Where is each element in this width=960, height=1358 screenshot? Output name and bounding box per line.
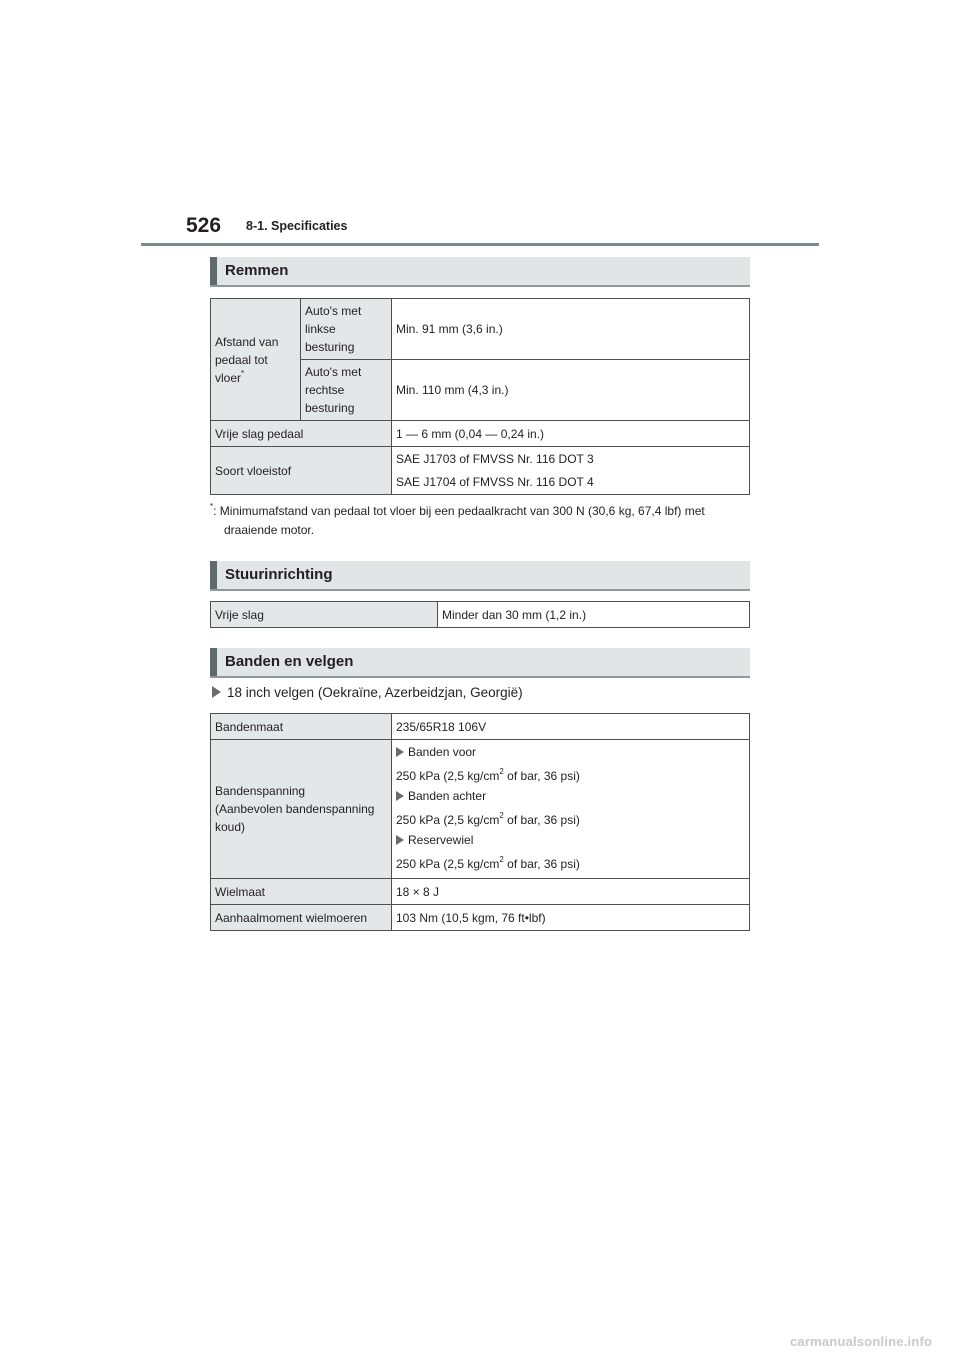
table-row bbox=[211, 905, 750, 931]
section-heading-text: Banden en velgen bbox=[225, 653, 354, 670]
fluid-value: SAE J1703 of FMVSS Nr. 116 DOT 3 SAE J1704 of FMVSS Nr. 116 DOT 4 bbox=[392, 447, 750, 495]
steering-free-play-value: Minder dan 30 mm (1,2 in.) bbox=[438, 602, 750, 628]
table-row bbox=[211, 602, 750, 628]
rhd-label: Auto's met rechtse besturing bbox=[301, 360, 392, 421]
triangle-bullet-icon bbox=[396, 835, 404, 845]
triangle-bullet-icon bbox=[396, 747, 404, 757]
fluid-label: Soort vloeistof bbox=[211, 447, 392, 495]
torque-label: Aanhaalmoment wielmoeren bbox=[211, 905, 392, 931]
heading-bar bbox=[210, 561, 217, 589]
table-row bbox=[211, 879, 750, 905]
triangle-bullet-icon bbox=[396, 791, 404, 801]
wheel-size-label: Wielmaat bbox=[211, 879, 392, 905]
section-heading-brakes bbox=[210, 257, 750, 287]
watermark: carmanualsonline.info bbox=[790, 1334, 933, 1349]
tire-size-label: Bandenmaat bbox=[211, 714, 392, 740]
header-rule bbox=[141, 243, 819, 246]
table-row bbox=[211, 299, 750, 360]
heading-bar bbox=[210, 648, 217, 676]
tire-size-value: 235/65R18 106V bbox=[392, 714, 750, 740]
lhd-label: Auto's met linkse besturing bbox=[301, 299, 392, 360]
section-heading-steering bbox=[210, 561, 750, 591]
tires-table bbox=[210, 713, 750, 931]
steering-table bbox=[210, 601, 750, 628]
free-play-label: Vrije slag pedaal bbox=[211, 421, 392, 447]
brakes-table bbox=[210, 298, 750, 495]
heading-bar bbox=[210, 257, 217, 285]
tire-pressure-label: Bandenspanning (Aanbevolen bandenspanning koud) bbox=[211, 740, 392, 879]
wheel-size-value: 18 × 8 J bbox=[392, 879, 750, 905]
triangle-bullet-icon bbox=[212, 686, 221, 698]
rhd-value: Min. 110 mm (4,3 in.) bbox=[392, 360, 750, 421]
table-row bbox=[211, 740, 750, 879]
free-play-value: 1 — 6 mm (0,04 — 0,24 in.) bbox=[392, 421, 750, 447]
chapter-title: 8-1. Specificaties bbox=[246, 219, 348, 233]
steering-free-play-label: Vrije slag bbox=[211, 602, 438, 628]
section-heading-text: Remmen bbox=[225, 262, 289, 279]
section-heading-tires bbox=[210, 648, 750, 678]
lhd-value: Min. 91 mm (3,6 in.) bbox=[392, 299, 750, 360]
wheel-variant-heading: 18 inch velgen (Oekraïne, Azerbeidzjan, Georgië) bbox=[212, 685, 523, 700]
table-row bbox=[211, 447, 750, 495]
table-row bbox=[211, 714, 750, 740]
tire-pressure-values: Banden voor 250 kPa (2,5 $kg/cm^2$ of bar, 36 psi) Banden achter 250 kPa (2,5 $kg/cm^2$ of bar, 36 psi) Reservewiel 250 kPa (2,5 $kg/cm^2$ of bar, 36 psi) bbox=[392, 740, 750, 879]
pedal-distance-label: Afstand van pedaal tot vloer* bbox=[211, 299, 301, 421]
footnote: *: Minimumafstand van pedaal tot vloer bij een pedaalkracht van 300 N (30,6 kg, 67,4 lbf) met draaiende motor. bbox=[210, 502, 705, 537]
table-row bbox=[211, 421, 750, 447]
page-number: 526 bbox=[186, 214, 222, 237]
section-heading-text: Stuurinrichting bbox=[225, 566, 333, 583]
torque-value: 103 Nm (10,5 kgm, 76 ft•lbf) bbox=[392, 905, 750, 931]
